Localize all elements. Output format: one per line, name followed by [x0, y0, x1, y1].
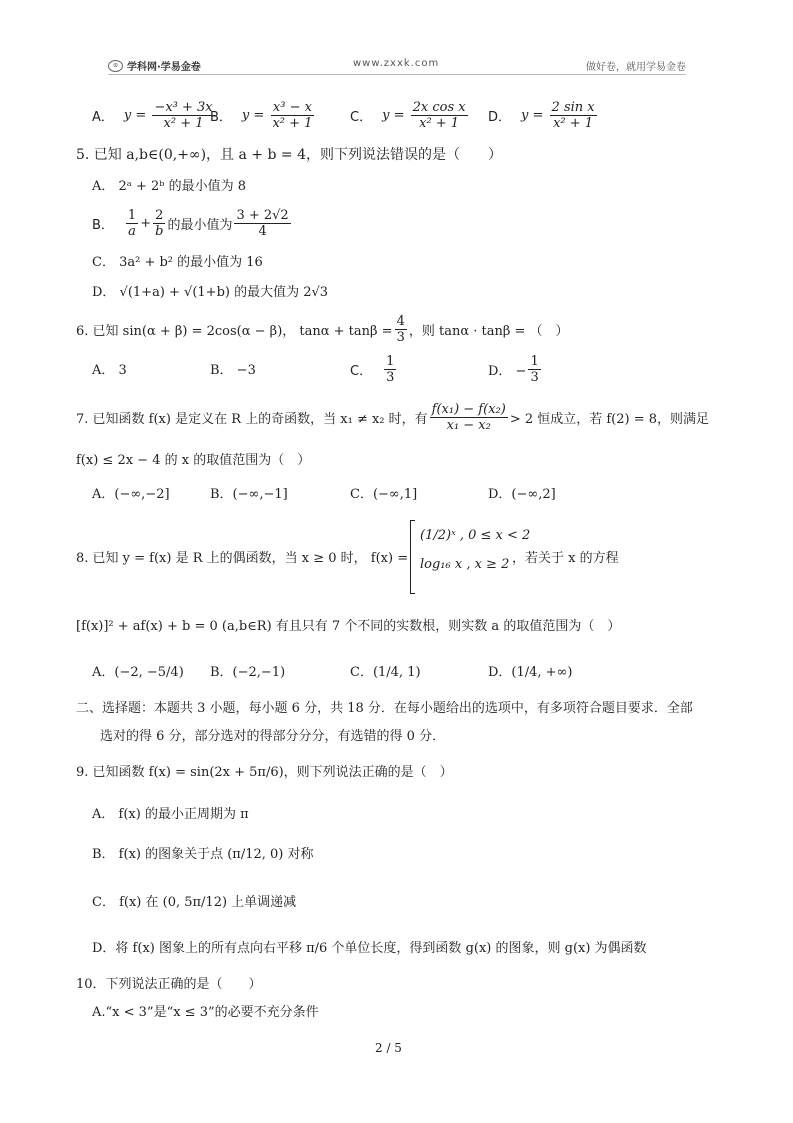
q5-option-c: C． 3a² + b² 的最小值为 16: [92, 255, 263, 270]
q7-option-a: A．(−∞,−2]: [92, 487, 170, 502]
header-slogan: 做好卷，就用学易金卷: [586, 62, 686, 73]
q4-option-d: D． y = $\frac{\text{2 sin x}}{\text{x² + 1}}$: [488, 100, 595, 131]
q7-stem: 7. 已知函数 f(x) 是定义在 R 上的奇函数，当 x₁ ≠ x₂ 时，有 $\frac{\text{f(x₁) − f(x₂)}}{\text{x₁ − x₂}}$ > 2 恒成立，若 f(2) = 8，则满足: [76, 402, 710, 433]
q10-stem: 10．下列说法正确的是（ ）: [76, 977, 262, 992]
q5-option-a: A． 2ᵃ + 2ᵇ 的最小值为 8: [92, 179, 246, 194]
q9-option-a: A． f(x) 的最小正周期为 π: [92, 807, 249, 822]
q8-option-b: B．(−2,−1): [210, 665, 286, 680]
q6-option-b: B． −3: [210, 363, 256, 378]
q4-option-c: C． y = $\frac{\text{2x cos x}}{\text{x² + 1}}$: [350, 100, 466, 131]
q8-piecewise-brace: [410, 520, 415, 594]
q8-stem: 8. 已知 y = f(x) 是 R 上的偶函数，当 x ≥ 0 时， f(x) =: [76, 551, 409, 566]
q8-piece-2: log₁₆ x , x ≥ 2: [420, 557, 510, 572]
q9-option-c: C． f(x) 在 (0, 5π/12) 上单调递减: [92, 895, 297, 910]
q5-option-d: D． √(1+a) + √(1+b) 的最大值为 2√3: [92, 285, 329, 300]
q8-stem-post: ，若关于 x 的方程: [512, 551, 619, 566]
page-header: [108, 58, 686, 74]
header-divider: [108, 74, 686, 75]
q10-option-a: A.“x < 3”是“x ≤ 3”的必要不充分条件: [92, 1005, 319, 1020]
q8-option-c: C．(1/4, 1): [350, 665, 421, 680]
q5-option-b: B． $\frac{1}{a}$ + $\frac{2}{b}$ 的最小值为 $\frac{3 + 2√2}{4}$: [92, 208, 289, 239]
q8-option-d: D．(1/4, +∞): [488, 665, 573, 680]
q4-option-a: A． y = $\frac{\text{−x³ + 3x}}{\text{x² + 1}}$: [92, 100, 213, 131]
q9-stem: 9. 已知函数 f(x) = sin(2x + 5π/6)，则下列说法正确的是（ ）: [76, 765, 453, 780]
q7-option-d: D．(−∞,2]: [488, 487, 556, 502]
q8-option-a: A．(−2, −5/4): [92, 665, 184, 680]
q5-stem: 5. 已知 a,b∈(0,+∞)，且 a + b = 4，则下列说法错误的是（ ）: [76, 147, 502, 163]
q8-piece-1: (1/2)ˣ , 0 ≤ x < 2: [420, 528, 531, 543]
q4-option-b: B． y = $\frac{\text{x³ − x}}{\text{x² + 1}}$: [210, 100, 313, 131]
page-number: 2 / 5: [375, 1041, 402, 1055]
q8-stem-line2: [f(x)]² + af(x) + b = 0 (a,b∈R) 有且只有 7 个不同的实数根，则实数 a 的取值范围为（ ）: [76, 619, 621, 634]
q6-option-a: A． 3: [92, 363, 127, 378]
section2-line1: 二、选择题：本题共 3 小题，每小题 6 分，共 18 分．在每小题给出的选项中，有多项符合题目要求．全部: [76, 701, 693, 716]
logo-icon: ⊙: [108, 60, 123, 72]
section2-line2: 选对的得 6 分，部分选对的得部分分分，有选错的得 0 分．: [100, 729, 446, 744]
logo-text: 学科网·学易金卷: [127, 62, 201, 73]
q7-option-b: B．(−∞,−1]: [210, 487, 288, 502]
q6-option-d: D． − $\frac{1}{3}$: [488, 354, 539, 385]
q7-option-c: C．(−∞,1]: [350, 487, 418, 502]
header-site: www.zxxk.com: [353, 58, 440, 69]
q9-option-b: B． f(x) 的图象关于点 (π/12, 0) 对称: [92, 847, 314, 862]
q6-option-c: C． $\frac{1}{3}$: [350, 354, 395, 385]
q9-option-d: D．将 f(x) 图象上的所有点向右平移 π/6 个单位长度，得到函数 g(x) 的图象，则 g(x) 为偶函数: [92, 941, 647, 956]
header-logo: [108, 58, 201, 73]
q6-stem: 6. 已知 sin(α + β) = 2cos(α − β)， tanα + tanβ = $\frac{4}{3}$ ，则 tanα · tanβ = （ ）: [76, 314, 569, 345]
q7-stem-line2: f(x) ≤ 2x − 4 的 x 的取值范围为（ ）: [76, 453, 311, 468]
